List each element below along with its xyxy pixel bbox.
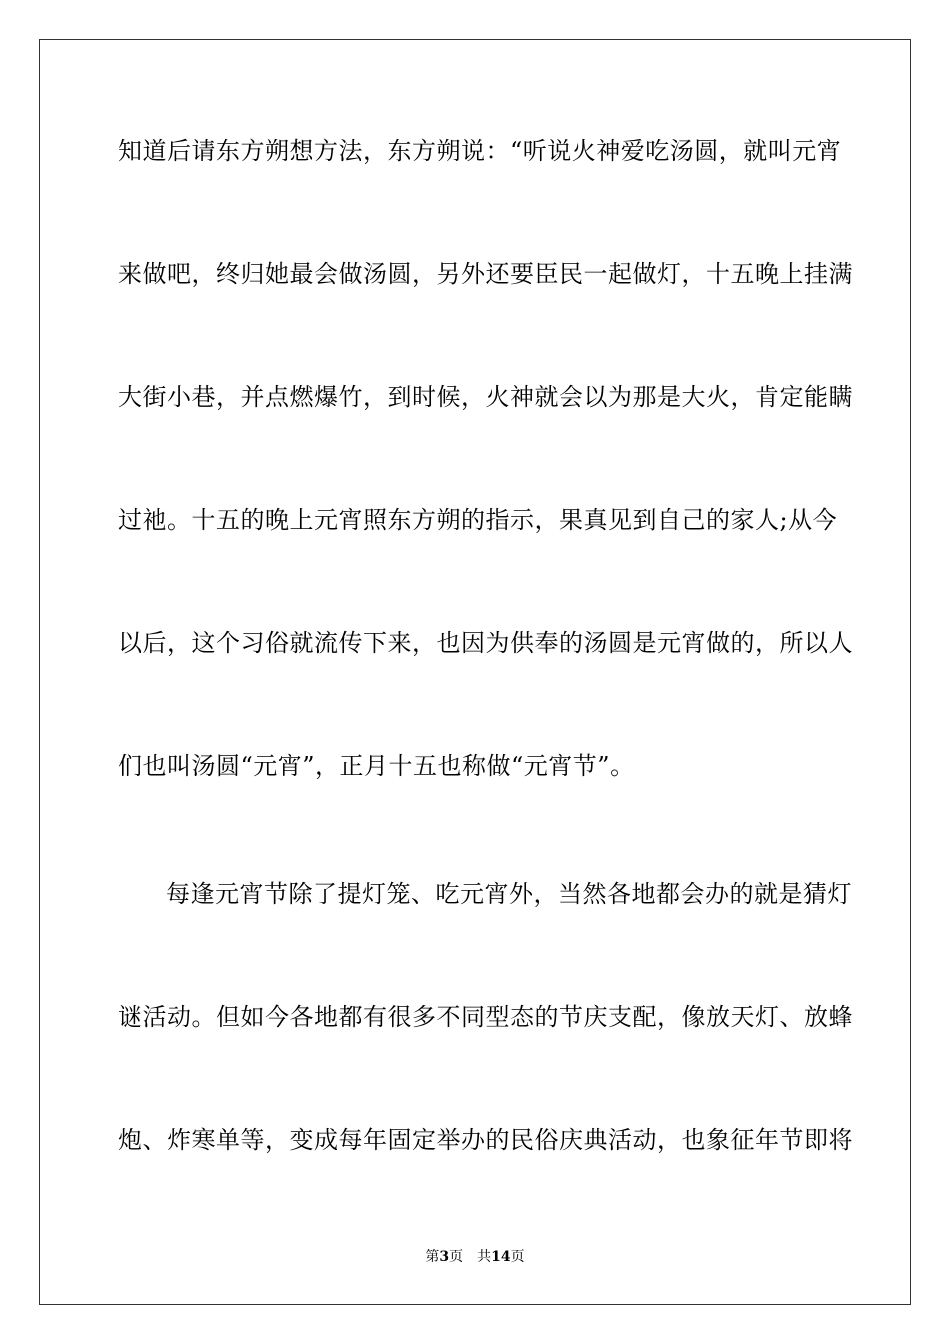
- page-footer: [0, 1248, 950, 1266]
- text-line: 们也叫汤圆“元宵”，正月十五也称做“元宵节”。: [118, 752, 635, 780]
- text-line: 来做吧，终归她最会做汤圆，另外还要臣民一起做灯，十五晚上挂满: [118, 260, 853, 288]
- text-line: 过祂。十五的晚上元宵照东方朔的指示，果真见到自己的家人;从今: [118, 506, 838, 534]
- footer-total-pages: 14: [491, 1249, 511, 1265]
- footer-total-prefix: 共: [477, 1249, 492, 1265]
- footer-total-suffix: 页: [510, 1249, 525, 1265]
- page-frame: [39, 39, 911, 1305]
- text-line: 以后，这个习俗就流传下来，也因为供奉的汤圆是元宵做的，所以人: [118, 629, 853, 657]
- text-line: 知道后请东方朔想方法，东方朔说：“听说火神爱吃汤圆，就叫元宵: [118, 137, 842, 165]
- text-line: 谜活动。但如今各地都有很多不同型态的节庆支配，像放天灯、放蜂: [118, 1003, 853, 1031]
- footer-page-suffix: 页: [449, 1249, 464, 1265]
- text-line: 大街小巷，并点燃爆竹，到时候，火神就会以为那是大火，肯定能瞒: [118, 383, 853, 411]
- text-line: 炮、炸寒单等，变成每年固定举办的民俗庆典活动，也象征年节即将: [118, 1126, 853, 1154]
- footer-page-number: 3: [439, 1249, 450, 1265]
- footer-page-prefix: 第: [425, 1249, 440, 1265]
- text-line: 每逢元宵节除了提灯笼、吃元宵外，当然各地都会办的就是猜灯: [166, 880, 852, 908]
